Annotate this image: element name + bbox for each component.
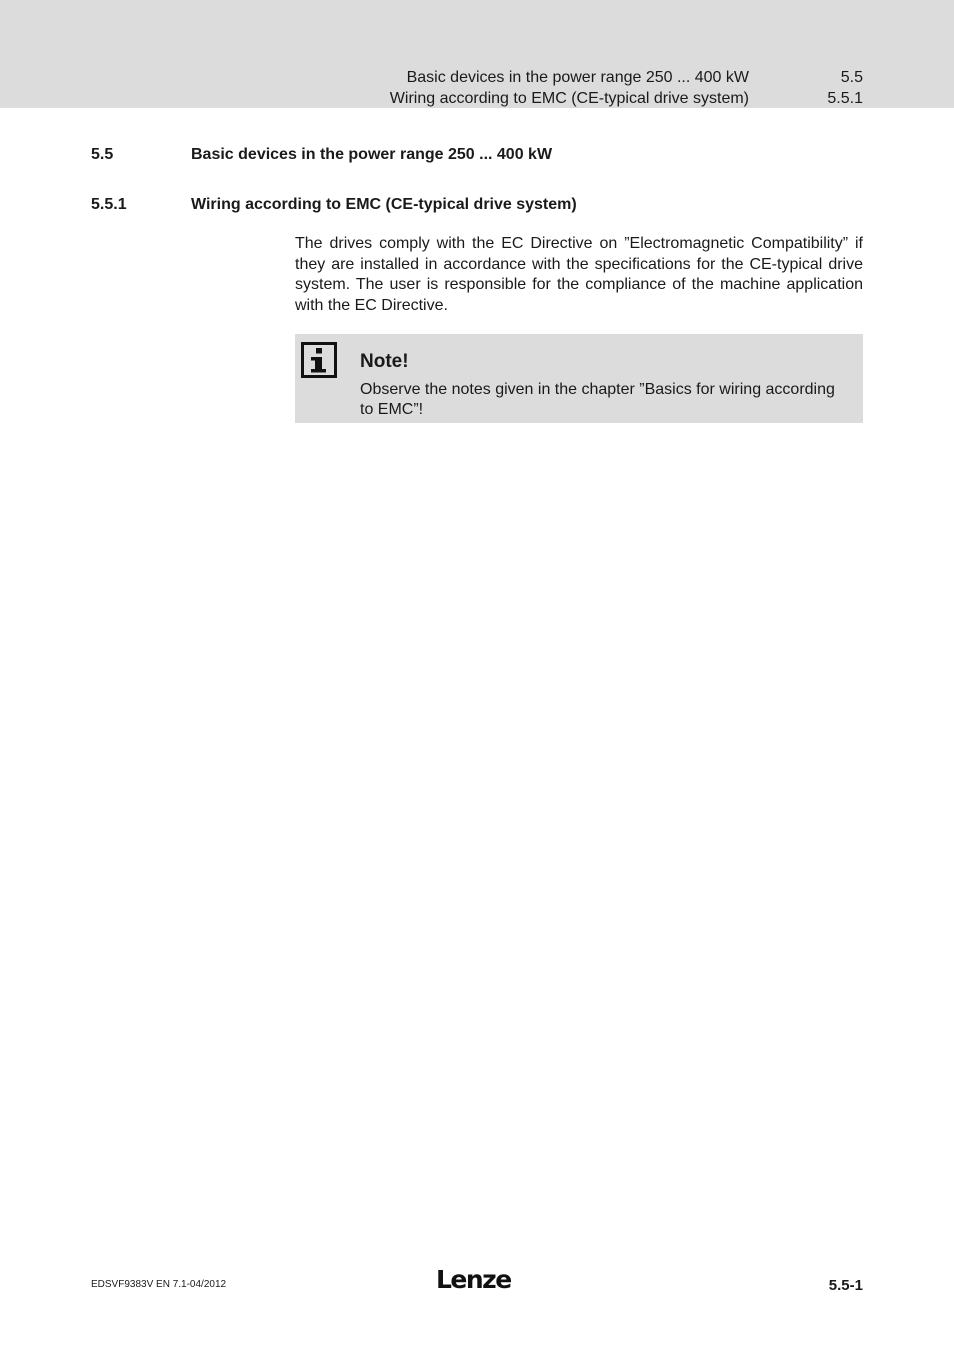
page-number: 5.5-1 xyxy=(828,1277,863,1294)
subsection-number: 5.5.1 xyxy=(91,196,127,213)
section-title: Basic devices in the power range 250 ... 400 kW xyxy=(191,146,553,163)
section-heading xyxy=(91,145,791,165)
body-paragraph: The drives comply with the EC Directive on ”Electromagnetic Compatibility” if they are installed in accordance with the specifications for the CE-typical drive system. The user is responsible for the compliance of the machine application with the EC Directive. xyxy=(295,235,863,315)
note-text: Observe the notes given in the chapter ”Basics for wiring according to EMC”! xyxy=(360,381,835,418)
lenze-logo: Lenze xyxy=(436,1265,511,1294)
page-header xyxy=(0,0,954,108)
subsection-title: Wiring according to EMC (CE-typical drive system) xyxy=(191,196,577,213)
header-section-title: Basic devices in the power range 250 ... 400 kW xyxy=(406,69,749,86)
info-icon xyxy=(301,342,337,378)
note-title: Note! xyxy=(360,351,409,372)
document-id: EDSVF9383V EN 7.1-04/2012 xyxy=(91,1279,227,1290)
header-section-number: 5.5 xyxy=(840,69,863,86)
header-subsection-title: Wiring according to EMC (CE-typical drive system) xyxy=(389,90,749,107)
note-box xyxy=(295,334,863,423)
header-subsection-number: 5.5.1 xyxy=(827,90,863,107)
section-number: 5.5 xyxy=(91,146,114,163)
subsection-heading xyxy=(91,195,791,215)
body-text xyxy=(295,234,863,317)
